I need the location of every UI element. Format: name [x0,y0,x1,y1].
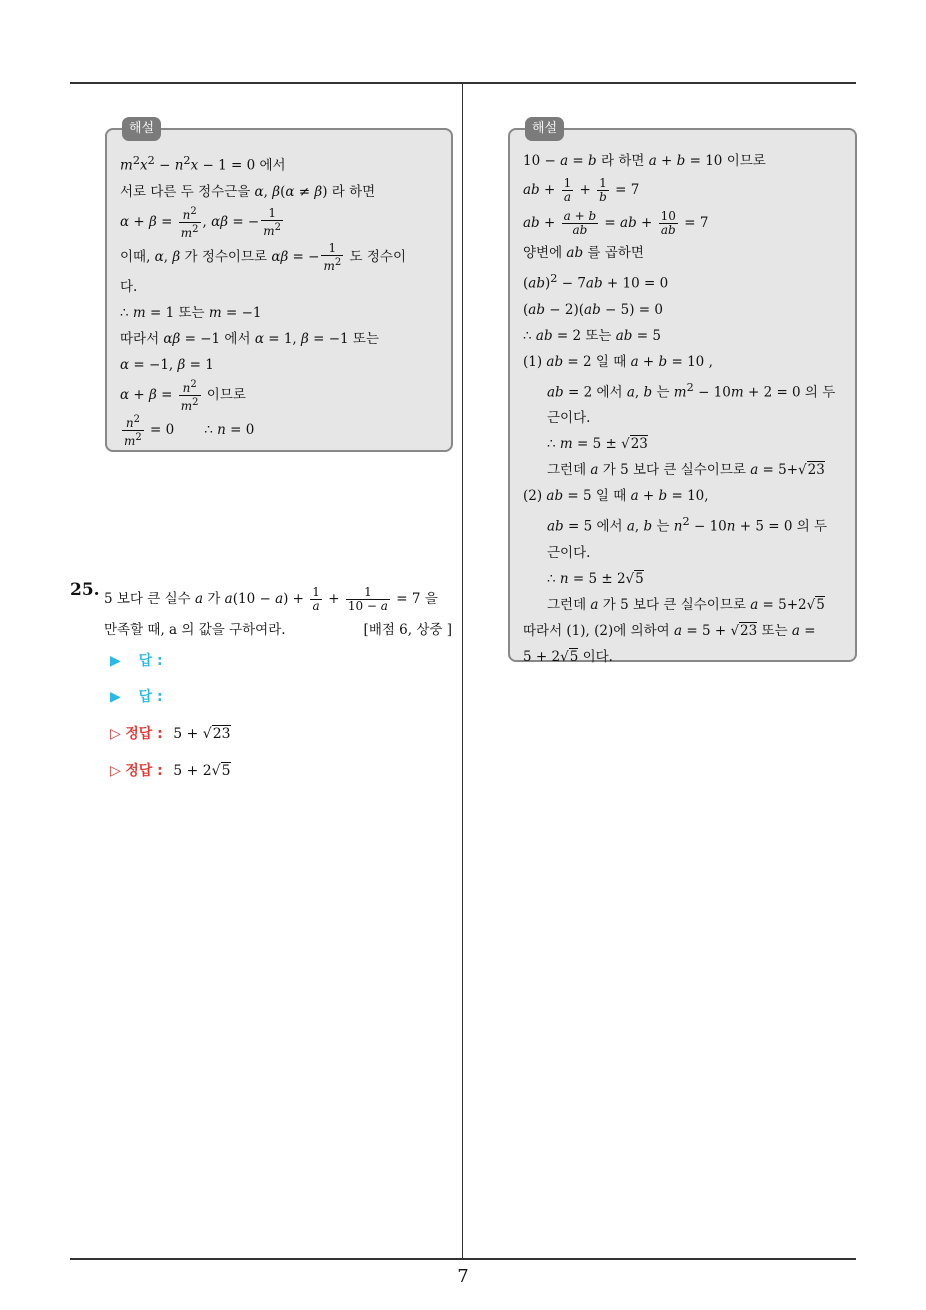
solution-line: 서로 다른 두 정수근을 α, β(α ≠ β) 라 하면 [120,183,376,200]
solution-line: ab + $\frac{1}{a}$ + $\frac{1}{b}$ = 7 [523,176,640,204]
solution-line: 근이다. [547,544,591,561]
solution-line: ab + $\frac{a + b}{ab}$ = ab + $\frac{10}{ab}$ = 7 [523,209,709,237]
solution-line: ∴ m = 1 또는 m = −1 [120,304,262,321]
solution-line: ab = 2 에서 a, b 는 $m^2 - 10m + 2 = 0$ 의 두 [547,380,836,400]
question-line-2-main: 만족할 때, a 의 값을 구하여라. [104,622,286,638]
page-number: 7 [457,1266,469,1287]
solution-line: (ab − 2)(ab − 5) = 0 [523,301,663,318]
solution-line: (ab)$^2$ − 7ab + 10 = 0 [523,272,669,292]
solution-line: 5 + 2√5 이다. [523,648,613,665]
solution-line: 그런데 a 가 5 보다 큰 실수이므로 a = 5+√23 [547,462,825,478]
solution-line: 10 − a = b 라 하면 a + b = 10 이므로 [523,153,766,169]
question-line-1: 5 보다 큰 실수 a 가 a(10 − a) + $\frac{1}{a}$ + $\frac{1}{10 - a}$ = 7 을 [104,585,438,613]
solution-line: 근이다. [547,410,591,426]
triangle-outline-icon: ▷ [110,763,121,779]
correct-answer-line [110,723,231,743]
solution-tag: 해설 [525,117,564,141]
answer-label: 답 : [138,653,163,669]
correct-answer-label: 정답 : [125,763,163,779]
solution-line: $m^2x^2 - n^2x - 1 = 0$ 에서 [120,154,286,174]
solution-line: (1) ab = 2 일 때 a + b = 10 , [523,353,713,370]
solution-line: α + β = $\frac{n^2}{m^2}$ 이므로 [120,378,246,413]
solution-line: 양변에 ab 를 곱하면 [523,245,644,261]
solution-box-left [105,121,453,452]
solution-line: 따라서 (1), (2)에 의하여 a = 5 + √23 또는 a = [523,622,816,639]
solution-box-right [508,121,857,665]
triangle-outline-icon: ▷ [110,726,121,742]
solution-line: (2) ab = 5 일 때 a + b = 10, [523,488,709,504]
answer-label: 답 : [138,689,163,705]
question-line-2 [104,616,456,644]
solution-line: α + β = $\frac{n^2}{m^2}$ , αβ = − $\frac{1}{m^2}$ [120,205,282,240]
solution-line: α = −1, β = 1 [120,356,214,373]
solution-line: ∴ m = 5 ± √23 [547,436,648,452]
play-icon: ▶ [110,689,121,705]
solution-line: ∴ ab = 2 또는 ab = 5 [523,327,661,344]
solution-tag: 해설 [122,117,161,141]
solution-line: ab = 5 에서 a, b 는 $n^2 - 10n + 5 = 0$ 의 두 [547,515,828,535]
solution-line: ∴ n = 5 ± 2√5 [547,570,644,587]
question-number: 25. [70,580,100,600]
correct-answer-value: 5 + √23 [173,726,231,742]
correct-answer-line [110,760,231,780]
question-text [104,582,456,644]
correct-answer-label: 정답 : [125,726,163,742]
column-divider [462,83,463,1259]
bottom-rule [70,1258,856,1260]
solution-line: 다. [120,278,138,295]
play-icon: ▶ [110,653,121,669]
answer-line [110,686,163,706]
question-points: [배점 6, 상중 ] [363,622,452,638]
solution-line: 따라서 αβ = −1 에서 α = 1, β = −1 또는 [120,330,379,347]
answer-line [110,650,163,670]
solution-line: 그런데 a 가 5 보다 큰 실수이므로 a = 5+2√5 [547,596,825,613]
solution-line: 이때, α, β 가 정수이므로 αβ = − $\frac{1}{m^2}$ 도 정수이 [120,240,406,273]
solution-line: $\frac{n^2}{m^2}$ = 0 ∴ n = 0 [124,413,255,448]
top-rule [70,82,856,84]
correct-answer-value: 5 + 2√5 [173,763,231,779]
